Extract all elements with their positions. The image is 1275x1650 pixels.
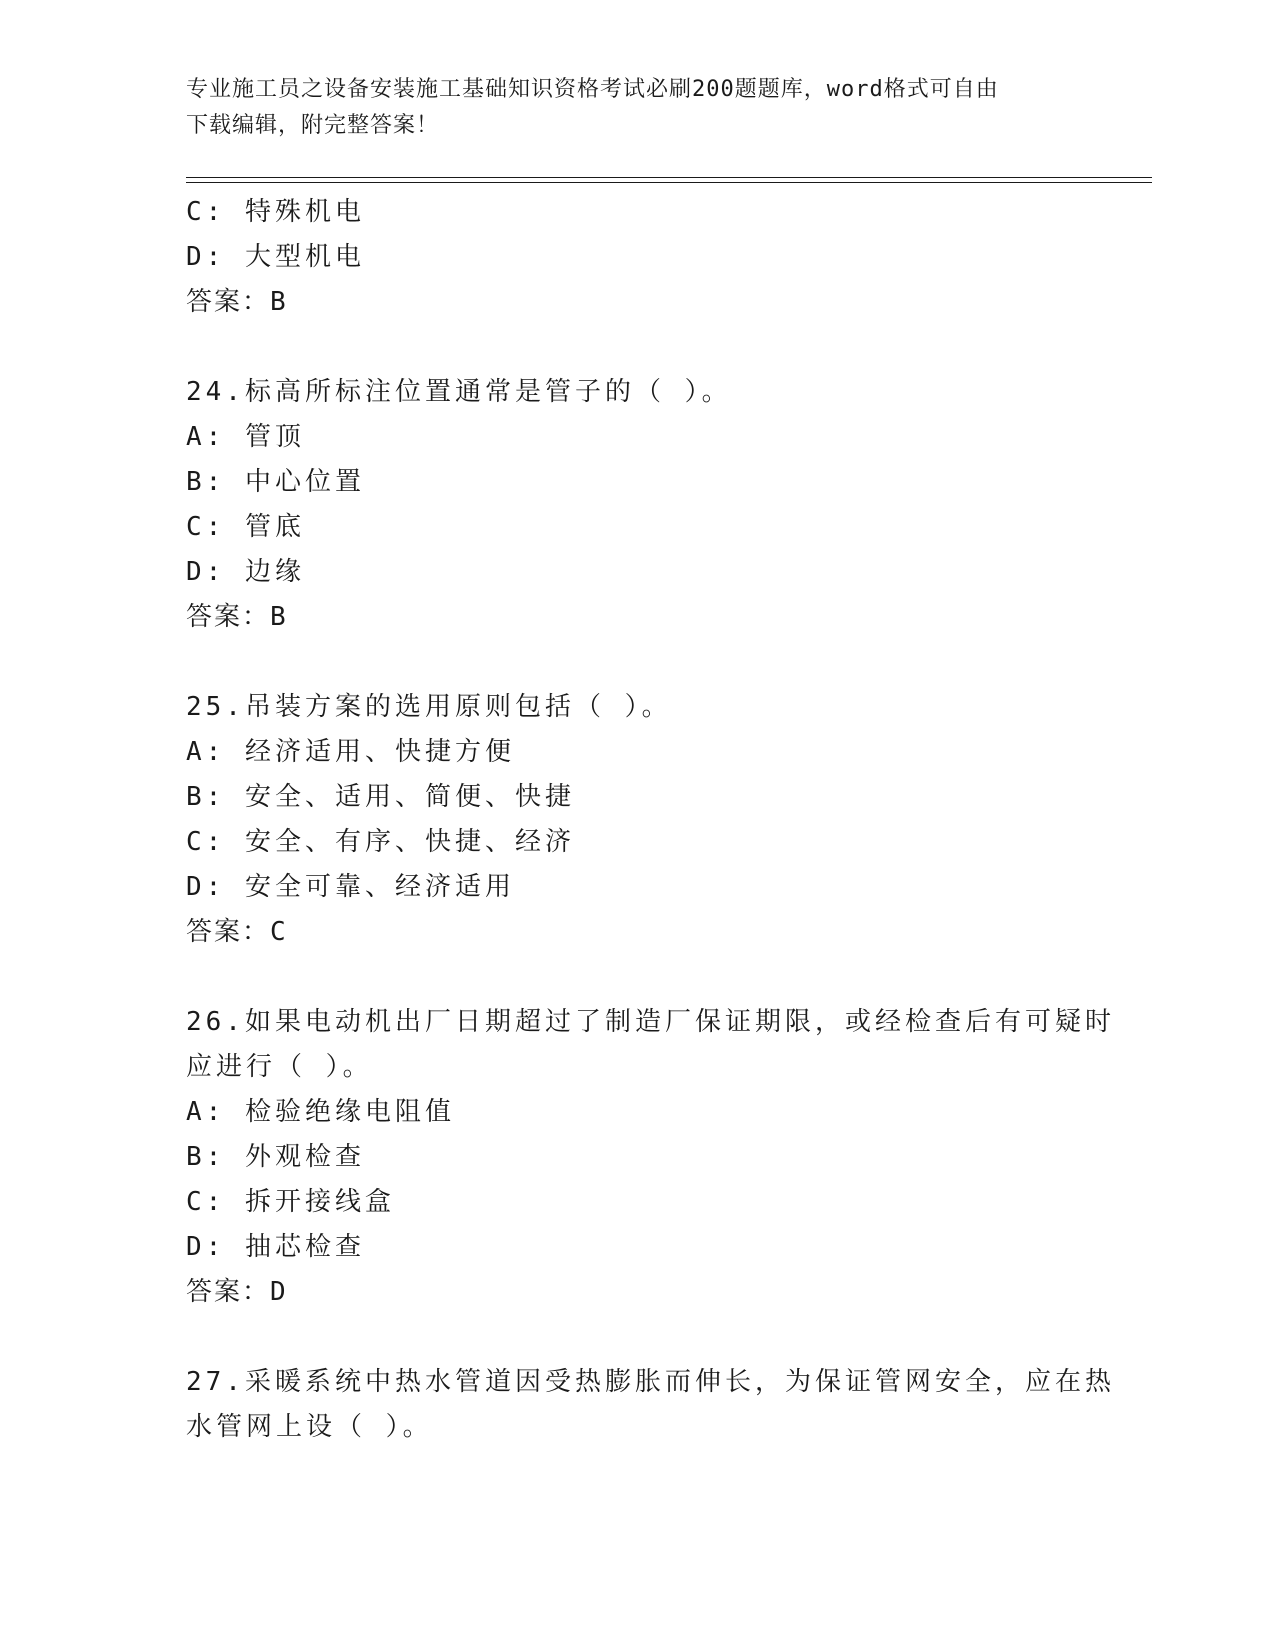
question-stem: 25.吊装方案的选用原则包括（ ）。 [186,692,672,722]
option-d: D: 大型机电 [186,242,365,272]
header-rule-bottom [186,182,1152,183]
option-b: B: 安全、适用、简便、快捷 [186,782,575,812]
option-d: D: 边缘 [186,557,305,587]
header-title-line-2: 下载编辑，附完整答案！ [186,113,440,138]
option-d: D: 抽芯检查 [186,1232,365,1262]
answer: 答案：B [186,602,288,632]
option-c: C: 安全、有序、快捷、经济 [186,827,575,857]
question-24 [186,370,1106,640]
document-header [186,72,1066,144]
spacer [186,640,1106,685]
option-c: C: 特殊机电 [186,197,365,227]
option-b: B: 外观检查 [186,1142,365,1172]
spacer [186,1315,1106,1360]
question-stem-line-2: 水管网上设（ ）。 [186,1412,433,1442]
answer: 答案：B [186,287,288,317]
option-a: A: 经济适用、快捷方便 [186,737,515,767]
document-body [186,190,1115,1450]
question-stem-line-1: 27.采暖系统中热水管道因受热膨胀而伸长，为保证管网安全，应在热 [186,1367,1115,1397]
answer: 答案：D [186,1277,288,1307]
option-a: A: 检验绝缘电阻值 [186,1097,455,1127]
question-27 [186,1360,1115,1450]
spacer [186,955,1106,1000]
option-c: C: 管底 [186,512,305,542]
option-b: B: 中心位置 [186,467,365,497]
option-a: A: 管顶 [186,422,305,452]
question-stem-line-1: 26.如果电动机出厂日期超过了制造厂保证期限，或经检查后有可疑时 [186,1007,1115,1037]
question-stem-line-2: 应进行（ ）。 [186,1052,373,1082]
spacer [186,325,1106,370]
header-title-line-1: 专业施工员之设备安装施工基础知识资格考试必刷200题题库，word格式可自由 [186,77,999,102]
option-c: C: 拆开接线盒 [186,1187,395,1217]
question-23-tail [186,190,1106,325]
header-rule-top [186,177,1152,178]
answer: 答案：C [186,917,288,947]
question-25 [186,685,1106,955]
question-stem: 24.标高所标注位置通常是管子的（ ）。 [186,377,732,407]
question-26 [186,1000,1115,1315]
option-d: D: 安全可靠、经济适用 [186,872,515,902]
